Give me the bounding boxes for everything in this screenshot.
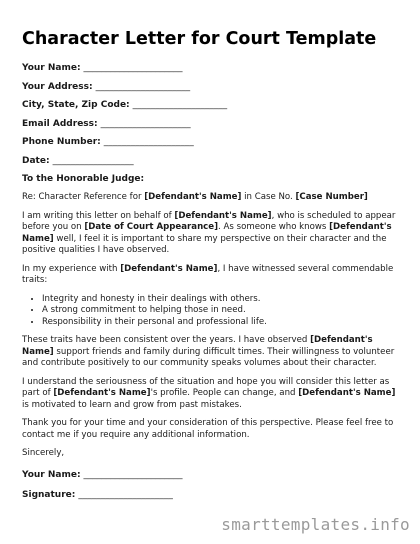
paragraph-experience	[22, 264, 402, 287]
field-label: Your Name:	[22, 469, 81, 480]
paragraph-thanks: Thank you for your time and your consideration of this perspective. Please feel free to contact me if you require any additional information.	[22, 418, 394, 440]
defendant-placeholder: [Defendant's Name]	[298, 388, 396, 398]
list-item: • A strong commitment to helping those in need.	[42, 305, 402, 317]
field-blank[interactable]: _____________________	[95, 81, 191, 92]
field-blank[interactable]: ____________________	[103, 137, 194, 147]
defendant-placeholder: [Defendant's Name]	[120, 263, 218, 274]
paragraph-consistency	[22, 335, 402, 370]
field-blank[interactable]: __________________	[52, 155, 134, 166]
re-line	[22, 192, 402, 204]
text-run: , I have witnessed several commendable traits:	[22, 263, 394, 285]
text-run: is motivated to learn and grow from past mistakes.	[22, 399, 242, 410]
sender-fields	[22, 62, 402, 167]
field-your-name	[22, 62, 402, 74]
text-run: , who is scheduled to appear before you on	[22, 210, 396, 232]
field-blank[interactable]: ______________________	[83, 469, 183, 480]
salutation: To the Honorable Judge:	[22, 174, 145, 184]
field-phone-number	[22, 136, 402, 148]
defendant-placeholder: [Defendant's Name]	[22, 335, 373, 357]
text-run: I understand the seriousness of the situation and hope you will consider this letter as part of	[22, 376, 390, 398]
list-item: • Responsibility in their personal and professional life.	[42, 317, 402, 329]
document-title: Character Letter for Court Template	[22, 29, 377, 49]
field-blank[interactable]: _____________________	[78, 489, 173, 500]
field-your-address	[22, 81, 402, 93]
text-run: In my experience with	[22, 263, 121, 274]
field-label: Your Address:	[22, 81, 93, 92]
field-blank[interactable]: ____________________	[100, 118, 191, 129]
defendant-placeholder: [Defendant's Name]	[174, 210, 272, 221]
field-label: City, State, Zip Code:	[22, 100, 130, 110]
field-email-address	[22, 118, 402, 130]
paragraph-intro	[22, 211, 402, 257]
defendant-placeholder: [Defendant's Name]	[53, 388, 151, 398]
field-label: Signature:	[22, 489, 76, 500]
defendant-placeholder: [Defendant's Name]	[144, 192, 242, 202]
text-run: These traits have been consistent over the years. I have observed	[22, 335, 311, 345]
field-label: Phone Number:	[22, 137, 101, 147]
signature-line	[22, 489, 402, 501]
field-label: Your Name:	[22, 63, 81, 73]
list-item: • Integrity and honesty in their dealings with others.	[42, 294, 402, 306]
paragraph-understanding	[22, 377, 402, 412]
traits-list	[22, 294, 402, 329]
text-run: . As someone who knows	[218, 222, 330, 232]
field-blank[interactable]: _____________________	[132, 100, 228, 110]
text-run: support friends and family during difficult times. Their willingness to volunteer and contribute positively to our community speaks volumes about their character.	[22, 346, 395, 368]
re-prefix: Re: Character Reference for	[22, 192, 145, 202]
field-label: Date:	[22, 155, 50, 166]
text-run: well, I feel it is important to share my perspective on their character and the positive qualities I have observed.	[22, 233, 387, 255]
field-blank[interactable]: ______________________	[83, 63, 183, 73]
field-city-state-zip	[22, 99, 402, 111]
text-run: I am writing this letter on behalf of	[22, 210, 175, 221]
defendant-placeholder: [Defendant's Name]	[22, 222, 392, 244]
case-number-placeholder: [Case Number]	[295, 192, 368, 202]
signature-your-name	[22, 469, 402, 481]
field-date	[22, 155, 402, 167]
letter-page	[22, 28, 402, 509]
re-middle: in Case No.	[241, 192, 296, 202]
field-label: Email Address:	[22, 118, 98, 129]
court-date-placeholder: [Date of Court Appearance]	[84, 222, 219, 232]
watermark: smarttemplates.info	[221, 515, 410, 534]
closing: Sincerely,	[22, 448, 65, 458]
text-run: 's profile. People can change, and	[150, 388, 299, 398]
